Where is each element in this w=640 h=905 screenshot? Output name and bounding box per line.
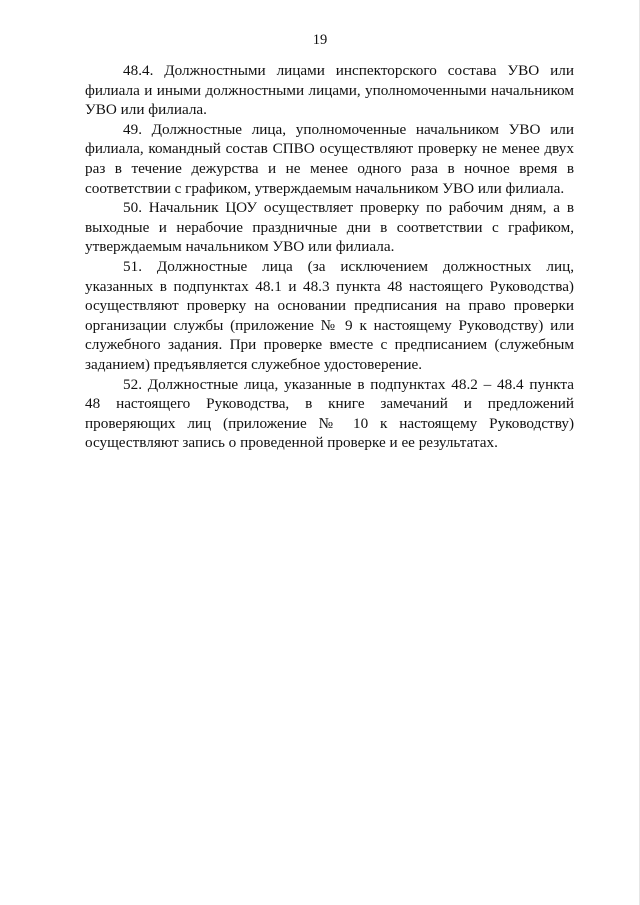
- page-number: 19: [312, 32, 328, 48]
- document-body: [85, 61, 574, 453]
- paragraph-48-4: 48.4. Должностными лицами инспекторского состава УВО или филиала и иными должностными лицами, уполномоченными начальником УВО или филиала.: [85, 62, 574, 119]
- paragraph-50: 50. Начальник ЦОУ осуществляет проверку по рабочим дням, а в выходные и нерабочие праздничные дни в соответствии с графиком, утверждаемым начальником УВО или филиала.: [85, 199, 574, 256]
- paragraph-49: 49. Должностные лица, уполномоченные начальником УВО или филиала, командный состав СПВО осуществляют проверку не менее двух раз в течение дежурства и не менее одного раза в ночное время в соответствии с графиком, утверждаемым начальником УВО или филиала.: [85, 120, 574, 197]
- paragraph-52: 52. Должностные лица, указанные в подпунктах 48.2 – 48.4 пункта 48 настоящего Руководства, в книге замечаний и предложений проверяющих лиц (приложение № 10 к настоящему Руководству) осуществляют запись о проведенной проверке и ее результатах.: [85, 375, 574, 452]
- paragraph-51: 51. Должностные лица (за исключением должностных лиц, указанных в подпунктах 48.1 и 48.3 пункта 48 настоящего Руководства) осуществляют проверку на основании предписания на право проверки организации службы (приложение № 9 к настоящему Руководству) или служебного задания. При проверке вместе с предписанием (служебным заданием) предъявляется служебное удостоверение.: [85, 257, 574, 373]
